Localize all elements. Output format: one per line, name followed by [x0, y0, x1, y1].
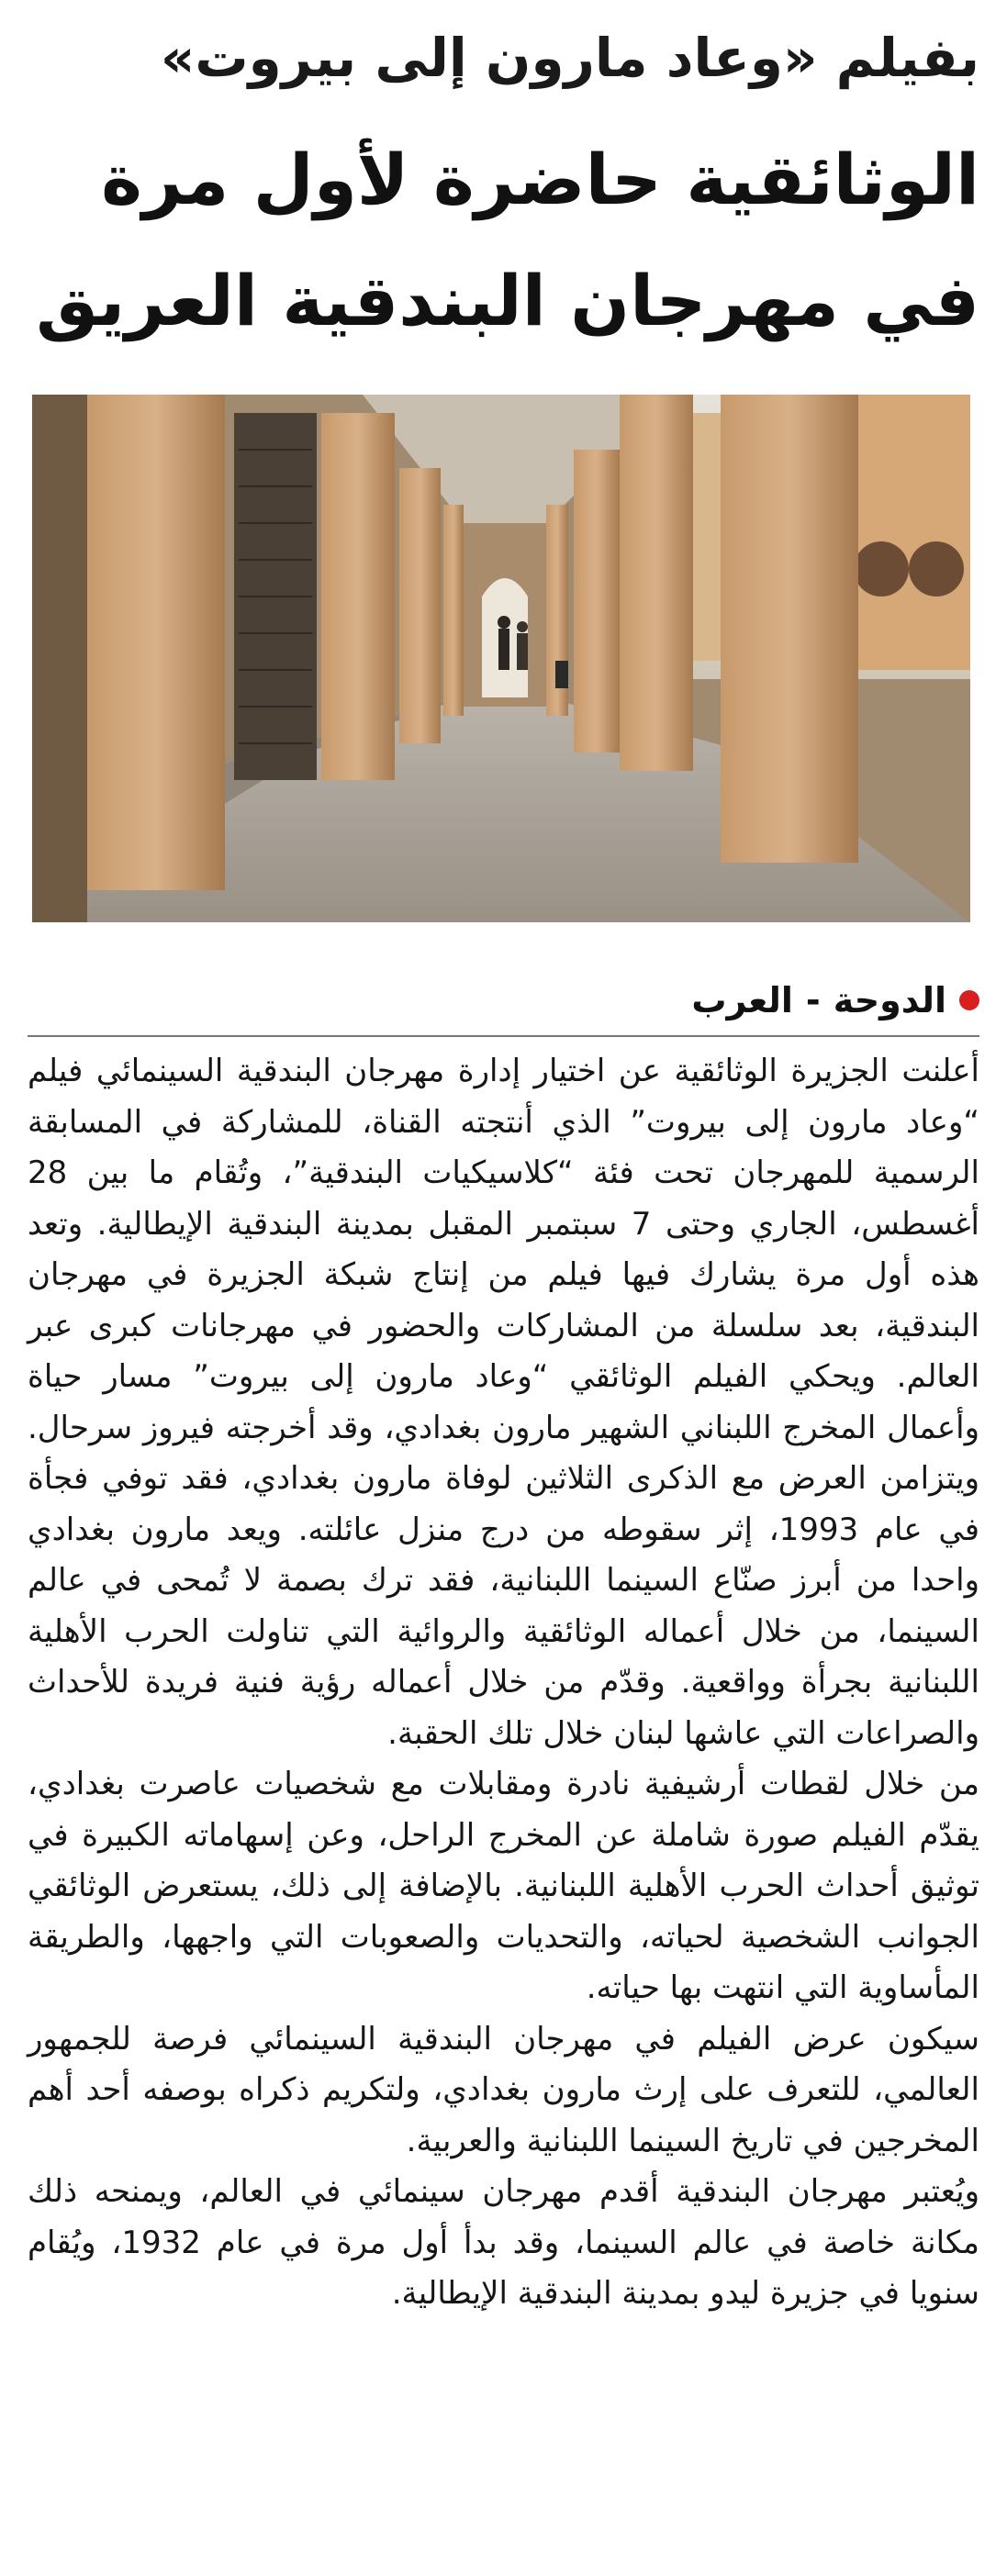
article-kicker: بفيلم «وعاد مارون إلى بيروت» — [160, 27, 979, 89]
article-headline — [28, 119, 979, 362]
paragraph-3: سيكون عرض الفيلم في مهرجان البندقية السينمائي فرصة للجمهور العالمي، للتعرف على إرث مارون بغدادي، ولتكريم ذكراه بوصفه أحد أهم المخرجين في تاريخ السينما اللبنانية والعربية. — [28, 2020, 979, 2159]
red-dot-icon — [959, 990, 979, 1010]
article-dateline — [28, 968, 979, 1032]
paragraph-1: أعلنت الجزيرة الوثائقية عن اختيار إدارة مهرجان البندقية السينمائي فيلم “وعاد مارون إلى بيروت” الذي أنتجته القناة، للمشاركة في المسابقة الرسمية للمهرجان تحت فئة “كلاسيكيات البندقية”، وتُقام ما بين 28 أغسطس، الجاري وحتى 7 سبتمبر المقبل بمدينة البندقية الإيطالية. وتعد هذه أول مرة يشارك فيها فيلم من إنتاج شبكة الجزيرة في مهرجان البندقية، بعد سلسلة من المشاركات والحضور في مهرجانات كبرى عبر العالم. ويحكي الفيلم الوثائقي “وعاد مارون إلى بيروت” مسار حياة وأعمال المخرج اللبناني الشهير مارون بغدادي، وقد أخرجته فيروز سرحال. ويتزامن العرض مع الذكرى الثلاثين لوفاة مارون بغدادي، فقد توفي فجأة في عام 1993، إثر سقوطه من درج منزل عائلته. ويعد مارون بغدادي واحدا من أبرز صنّاع السينما اللبنانية، فقد ترك بصمة لا تُمحى في عالم السينما، من خلال أعماله الوثائقية والروائية التي تناولت الحرب الأهلية اللبنانية بجرأة وواقعية. وقدّم من خلال أعماله رؤية فنية فريدة للأحداث والصراعات التي عاشها لبنان خلال تلك الحقبة. — [28, 1053, 979, 1752]
article-body — [28, 1046, 979, 2320]
dateline-separator: - — [805, 980, 821, 1020]
paragraph-4: ويُعتبر مهرجان البندقية أقدم مهرجان سينمائي في العالم، ويمنحه ذلك مكانة خاصة في عالم السينما، وقد بدأ أول مرة في عام 1932، ويُقام سنويا في جزيرة ليدو بمدينة البندقية الإيطالية. — [28, 2173, 979, 2312]
headline-line-2: في مهرجان البندقية العريق — [36, 260, 979, 341]
arcade-colonnade-illustration — [32, 395, 970, 922]
divider — [28, 1035, 979, 1037]
dateline-city: الدوحة — [833, 980, 946, 1020]
paragraph-2: من خلال لقطات أرشيفية نادرة ومقابلات مع شخصيات عاصرت بغدادي، يقدّم الفيلم صورة شاملة عن المخرج الراحل، وعن إسهاماته الكبيرة في توثيق أحداث الحرب الأهلية اللبنانية. بالإضافة إلى ذلك، يستعرض الوثائقي الجوانب الشخصية لحياته، والتحديات والصعوبات التي واجهها، والطريقة المأساوية التي انتهت بها حياته. — [28, 1766, 979, 2006]
headline-line-1: الوثائقية حاضرة لأول مرة — [101, 139, 979, 220]
article-photo — [32, 395, 970, 922]
dateline-source: العرب — [691, 980, 793, 1020]
